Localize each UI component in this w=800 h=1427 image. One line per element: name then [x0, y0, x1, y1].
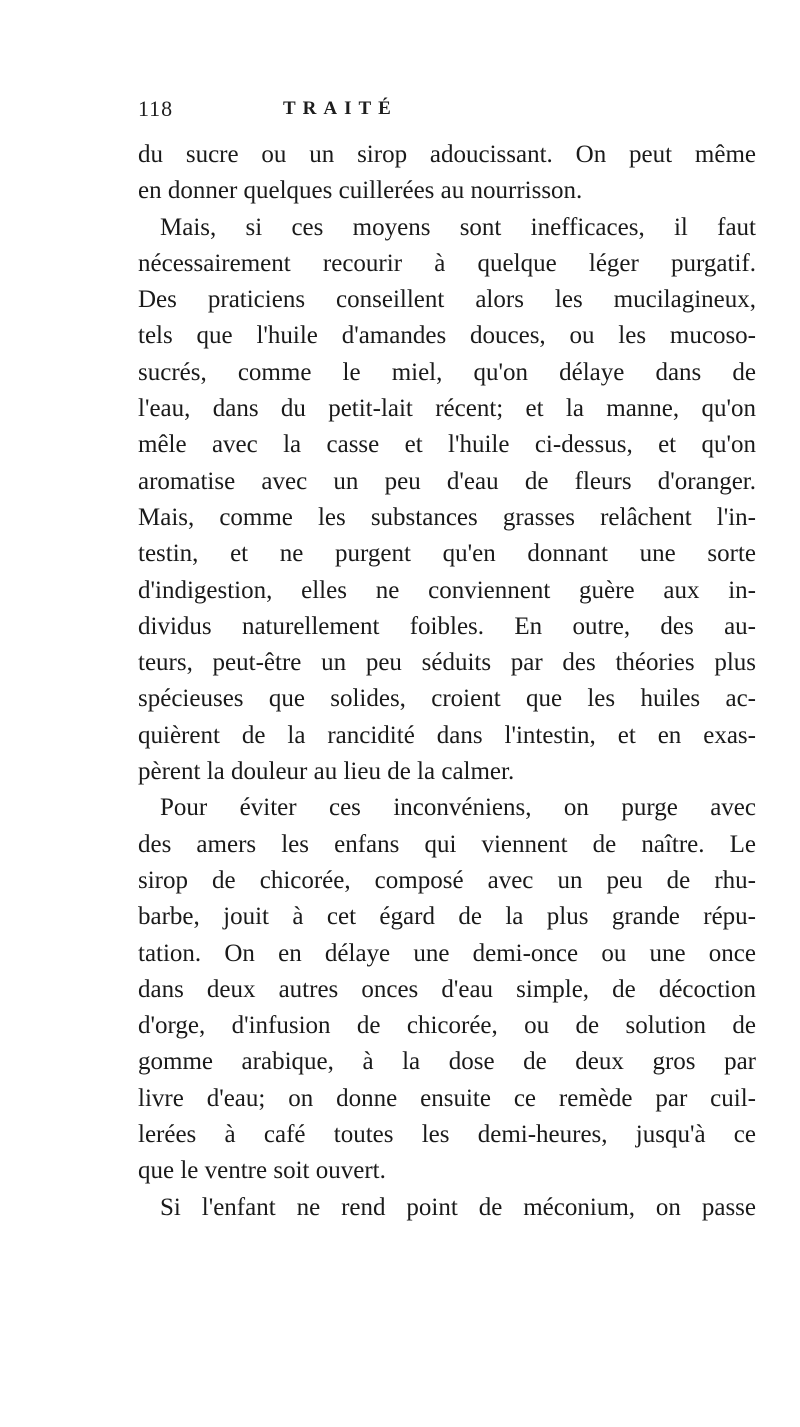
text-line: Mais, comme les substances grasses relâchent l'in-	[138, 503, 756, 531]
body-text	[138, 137, 756, 1226]
text-line: livre d'eau; on donne ensuite ce remède par cuil-	[138, 1084, 756, 1112]
text-line: tels que l'huile d'amandes douces, ou les mucoso-	[138, 322, 756, 350]
text-line: sirop de chicorée, composé avec un peu de rhu-	[138, 866, 756, 894]
text-line: du sucre ou un sirop adoucissant. On peut même	[138, 141, 756, 168]
page-number: 118	[138, 96, 174, 121]
text-line: sucrés, comme le miel, qu'on délaye dans de	[138, 358, 756, 386]
text-line: Si l'enfant ne rend point de méconium, on passe	[160, 1193, 756, 1221]
text-line: aromatise avec un peu d'eau de fleurs d'oranger.	[138, 467, 756, 495]
text-line: pèrent la douleur au lieu de la calmer.	[138, 758, 515, 786]
text-line: dividus naturellement foibles. En outre, des au-	[138, 612, 756, 640]
text-line: Pour éviter ces inconvéniens, on purge avec	[160, 794, 756, 822]
text-line: quièrent de la rancidité dans l'intestin, et en exas-	[138, 721, 756, 749]
text-line: d'orge, d'infusion de chicorée, ou de solution de	[138, 1012, 756, 1040]
text-line: mêle avec la casse et l'huile ci-dessus, et qu'on	[138, 431, 756, 459]
text-line: testin, et ne purgent qu'en donnant une sorte	[138, 540, 756, 568]
text-line: dans deux autres onces d'eau simple, de décoction	[138, 975, 756, 1003]
page-header	[138, 96, 658, 128]
text-line: Des praticiens conseillent alors les mucilagineux,	[138, 286, 756, 314]
text-line: gomme arabique, à la dose de deux gros par	[138, 1048, 756, 1076]
text-line: Mais, si ces moyens sont inefficaces, il faut	[160, 213, 756, 241]
text-line: que le ventre soit ouvert.	[138, 1157, 386, 1185]
text-line: lerées à café toutes les demi-heures, jusqu'à ce	[138, 1121, 756, 1149]
running-title: TRAITÉ	[283, 98, 398, 119]
text-line: des amers les enfans qui viennent de naître. Le	[138, 830, 756, 858]
text-line: l'eau, dans du petit-lait récent; et la manne, qu'on	[138, 395, 756, 423]
text-line: tation. On en délaye une demi-once ou une once	[138, 939, 756, 967]
text-line: spécieuses que solides, croient que les huiles ac-	[138, 685, 756, 713]
text-line: barbe, jouit à cet égard de la plus grande répu-	[138, 903, 756, 931]
text-line: nécessairement recourir à quelque léger purgatif.	[138, 249, 756, 277]
text-line: en donner quelques cuillerées au nourrisson.	[138, 177, 583, 205]
text-line: teurs, peut-être un peu séduits par des théories plus	[138, 649, 756, 677]
text-line: d'indigestion, elles ne conviennent guère aux in-	[138, 576, 756, 604]
